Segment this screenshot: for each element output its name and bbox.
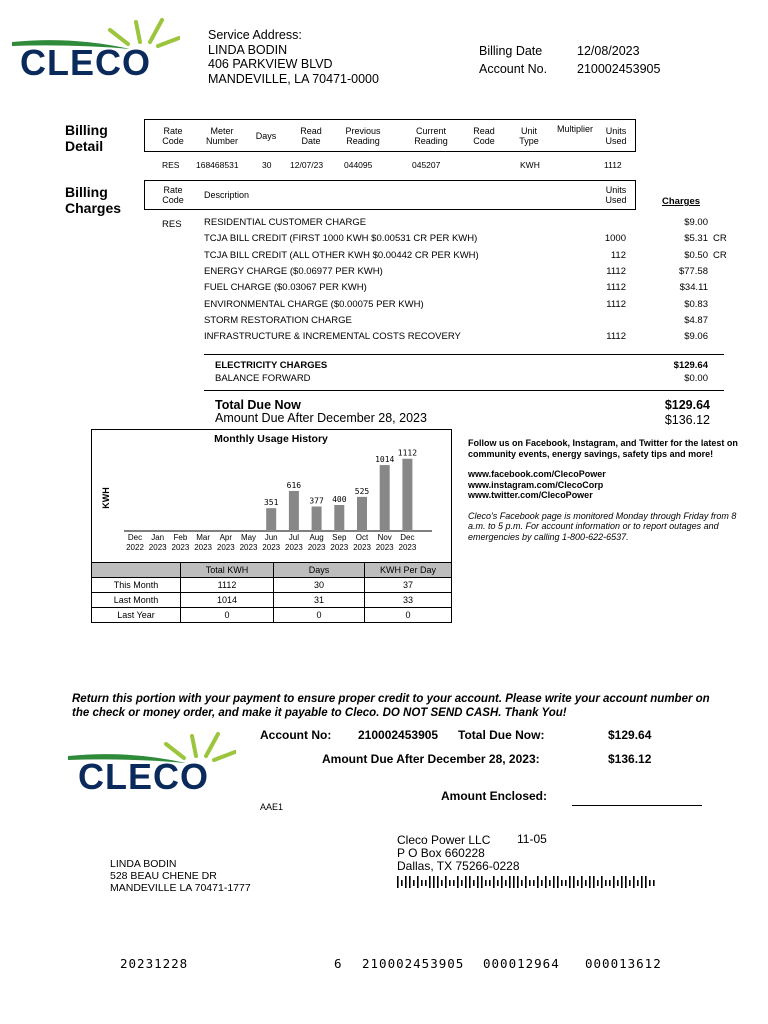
- usage-row-label: Last Month: [92, 593, 181, 608]
- after-due-label: Amount Due After December 28, 2023: [215, 411, 427, 425]
- usage-hdr-total: Total KWH: [181, 563, 274, 578]
- x-tick-month: Apr: [219, 533, 233, 542]
- usage-cell: 1014: [181, 593, 274, 608]
- billing-detail-title: [65, 122, 108, 154]
- hdr-multiplier: Multiplier: [556, 124, 593, 134]
- charge-line: [204, 233, 734, 249]
- charges-rate-code: RES: [162, 219, 182, 230]
- billing-date-label: Billing Date: [479, 44, 543, 58]
- detail-rate-code: RES: [162, 160, 180, 170]
- hdr-unit-type: Unit Type: [519, 126, 539, 146]
- stub-after-due: $136.12: [608, 752, 652, 766]
- usage-chart: [92, 430, 451, 562]
- social-note: Cleco's Facebook page is monitored Monday through Friday from 8 a.m. to 5 p.m. For account information or to report outages and emergencies by calling 1-800-622-6537.: [468, 510, 737, 542]
- hdr-previous-reading: Previous Reading: [345, 126, 381, 146]
- detail-days: 30: [262, 160, 272, 170]
- chart-title: Monthly Usage History: [214, 433, 328, 445]
- x-tick-month: Aug: [309, 533, 324, 542]
- scan-date: 20231228: [120, 956, 189, 971]
- amount-enclosed-field[interactable]: [572, 805, 702, 806]
- charge-units: 1112: [606, 331, 626, 343]
- stub-instructions: Return this portion with your payment to ensure proper credit to your account. Please write your account number on the check or money order, and make it payable to Cleco. DO NOT SEND CASH. Thank You!: [72, 693, 710, 719]
- billing-charges-title: [65, 184, 121, 216]
- account-no-label: Account No.: [479, 62, 548, 76]
- detail-read-date: 12/07/23: [290, 160, 324, 170]
- charge-units: 112: [610, 249, 626, 261]
- after-due-amount: $136.12: [664, 413, 710, 427]
- divider-top: [204, 354, 724, 355]
- usage-bar-label: 377: [309, 496, 324, 506]
- x-tick-month: Dec: [127, 533, 143, 542]
- usage-table-header: [92, 563, 452, 578]
- detail-current-reading: 045207: [412, 160, 441, 170]
- stub-total-due: $129.64: [608, 728, 652, 742]
- chg-hdr-description: Description: [204, 190, 250, 200]
- hdr-read-date: Read Date: [300, 126, 322, 146]
- charge-description: TCJA BILL CREDIT (FIRST 1000 KWH $0.00531 CR PER KWH): [204, 233, 478, 245]
- usage-bar: [357, 497, 367, 531]
- usage-bar-label: 400: [332, 495, 347, 504]
- usage-cell: 37: [365, 578, 452, 593]
- charge-amount: $0.83: [684, 298, 708, 310]
- x-tick-year: 2023: [375, 543, 394, 552]
- usage-bar: [289, 491, 299, 531]
- x-tick-month: Jul: [288, 533, 300, 542]
- social-link-instagram[interactable]: www.instagram.com/ClecoCorp: [468, 479, 604, 490]
- charge-amount: $77.58: [678, 265, 708, 277]
- service-street: 406 PARKVIEW BLVD: [208, 57, 333, 71]
- charge-description: STORM RESTORATION CHARGE: [204, 314, 352, 326]
- billing-detail-title-1: Billing: [65, 122, 108, 138]
- usage-chart-frame: [91, 429, 452, 563]
- customer-name: LINDA BODIN: [208, 42, 288, 57]
- x-tick-year: 2023: [194, 543, 212, 552]
- billing-charges-header: [144, 180, 636, 210]
- hdr-days: Days: [255, 131, 277, 141]
- electricity-charges-amount: $129.64: [673, 360, 708, 371]
- scan-digit: 6: [334, 956, 342, 971]
- scan-account: 210002453905: [362, 956, 465, 971]
- x-tick-year: 2023: [285, 543, 303, 552]
- chg-hdr-rate-code: Rate Code: [162, 185, 184, 205]
- social-link-facebook[interactable]: www.facebook.com/ClecoPower: [468, 469, 606, 479]
- total-due-amount: $129.64: [664, 398, 710, 412]
- charge-line: [204, 331, 734, 347]
- billing-detail-header: [144, 119, 636, 152]
- social-intro: Follow us on Facebook, Instagram, and Twitter for the latest on community events, energy savings, safety tips and more!: [468, 438, 738, 459]
- charge-description: INFRASTRUCTURE & INCREMENTAL COSTS RECOVERY: [204, 331, 461, 343]
- x-tick-month: Nov: [377, 533, 392, 542]
- charge-description: ENVIRONMENTAL CHARGE ($0.00075 PER KWH): [204, 298, 424, 310]
- stub-account-no: 210002453905: [358, 728, 439, 742]
- postal-barcode-icon: [397, 876, 657, 890]
- charge-line: [204, 217, 734, 233]
- chart-ylabel: KWH: [101, 487, 111, 509]
- mail-street: 528 BEAU CHENE DR: [110, 870, 217, 882]
- usage-cell: 1112: [181, 578, 274, 593]
- usage-cell: 33: [365, 593, 452, 608]
- stub-account-label: Account No:: [260, 728, 332, 742]
- remit-box: P O Box 660228: [397, 846, 485, 860]
- detail-unit-type: KWH: [520, 160, 540, 170]
- usage-cell: 0: [181, 608, 274, 623]
- x-tick-month: Dec: [400, 533, 415, 542]
- charge-line: [204, 266, 734, 282]
- charge-description: FUEL CHARGE ($0.03067 PER KWH): [204, 282, 367, 294]
- x-tick-year: 2023: [307, 543, 326, 552]
- x-tick-month: Sep: [332, 533, 347, 542]
- service-address-label: Service Address:: [208, 28, 302, 42]
- usage-cell: 0: [365, 608, 452, 623]
- service-address-block: [208, 28, 379, 86]
- chg-hdr-units-used: Units Used: [605, 185, 627, 205]
- usage-bar: [334, 505, 344, 531]
- stub-code: AAE1: [260, 802, 284, 812]
- remit-address: [397, 834, 520, 873]
- usage-cell: 30: [274, 578, 365, 593]
- usage-bar: [266, 508, 276, 531]
- charge-lines: [204, 217, 734, 349]
- usage-table: [91, 562, 452, 623]
- cleco-logo: [12, 16, 180, 84]
- x-tick-year: 2023: [262, 543, 281, 552]
- logo-wordmark: CLECO: [20, 42, 151, 83]
- charge-amount: $9.00: [684, 217, 708, 228]
- x-tick-month: Oct: [355, 533, 369, 542]
- charge-description: TCJA BILL CREDIT (ALL OTHER KWH $0.00442 CR PER KWH): [204, 249, 479, 261]
- charge-amount: $0.50: [684, 249, 708, 261]
- charge-credit-flag: CR: [713, 233, 727, 245]
- charge-amount: $9.06: [684, 331, 708, 343]
- remit-city: Dallas, TX 75266-0228: [397, 859, 520, 873]
- charge-line: [204, 315, 734, 331]
- billing-date: 12/08/2023: [577, 44, 640, 58]
- hdr-meter-number: Meter Number: [205, 126, 238, 146]
- x-tick-year: 2023: [148, 543, 167, 552]
- usage-cell: 31: [274, 593, 365, 608]
- x-tick-year: 2023: [216, 543, 235, 552]
- charge-amount: $5.31: [684, 233, 708, 245]
- remit-code: 11-05: [517, 832, 547, 846]
- stub-logo-wordmark: CLECO: [78, 756, 209, 797]
- charge-units: 1112: [606, 298, 626, 310]
- table-row: [92, 608, 452, 623]
- charge-units: 1112: [606, 265, 626, 277]
- service-city: MANDEVILLE, LA 70471-0000: [208, 71, 379, 86]
- x-tick-year: 2022: [126, 543, 144, 552]
- charge-line: [204, 250, 734, 266]
- usage-cell: 0: [274, 608, 365, 623]
- balance-forward-label: BALANCE FORWARD: [215, 373, 311, 384]
- usage-bar: [402, 459, 412, 531]
- stub-after-due-label: Amount Due After December 28, 2023:: [322, 752, 540, 766]
- usage-hdr-per-day: KWH Per Day: [365, 563, 452, 578]
- usage-bar-label: 616: [286, 480, 302, 490]
- billing-charges-title-2: Charges: [65, 200, 122, 216]
- table-row: [92, 578, 452, 593]
- charge-description: ENERGY CHARGE ($0.06977 PER KWH): [204, 265, 383, 277]
- x-tick-year: 2023: [353, 543, 371, 552]
- usage-bar-label: 1014: [375, 455, 395, 465]
- amount-enclosed-label: Amount Enclosed:: [441, 789, 548, 803]
- mail-name: LINDA BODIN: [110, 858, 177, 870]
- hdr-units-used: Units Used: [605, 126, 627, 146]
- charge-units: 1000: [604, 233, 626, 245]
- charge-credit-flag: CR: [713, 249, 727, 261]
- charge-description: RESIDENTIAL CUSTOMER CHARGE: [204, 217, 367, 228]
- usage-bar-label: 1112: [397, 448, 418, 458]
- usage-bar-label: 525: [354, 486, 370, 496]
- charge-amount: $4.87: [684, 314, 708, 326]
- hdr-current-reading: Current Reading: [414, 126, 448, 146]
- total-due-label: Total Due Now: [215, 398, 301, 412]
- x-tick-month: Jan: [151, 533, 165, 542]
- x-tick-month: Mar: [196, 533, 210, 542]
- billing-charges-title-1: Billing: [65, 184, 108, 200]
- scan-amount-1: 000012964: [483, 956, 560, 971]
- remit-name: Cleco Power LLC: [397, 833, 491, 847]
- charge-line: [204, 282, 734, 298]
- electricity-charges-label: ELECTRICITY CHARGES: [215, 360, 328, 371]
- chg-hdr-charges: Charges: [662, 196, 701, 207]
- social-block: [468, 438, 740, 542]
- usage-bar: [312, 506, 322, 531]
- mail-city: MANDEVILLE LA 70471-1777: [110, 882, 251, 894]
- x-tick-year: 2023: [398, 543, 417, 552]
- x-tick-year: 2023: [330, 543, 349, 552]
- balance-forward-amount: $0.00: [684, 373, 708, 384]
- usage-row-label: This Month: [92, 578, 181, 593]
- charge-line: [204, 299, 734, 315]
- scan-amount-2: 000013612: [585, 956, 662, 971]
- stub-total-due-label: Total Due Now:: [458, 728, 545, 742]
- x-tick-year: 2023: [239, 543, 258, 552]
- usage-bar: [380, 465, 390, 531]
- x-tick-month: May: [240, 533, 257, 542]
- social-link-twitter[interactable]: www.twitter.com/ClecoPower: [468, 490, 593, 500]
- x-tick-year: 2023: [171, 543, 190, 552]
- usage-bar-label: 351: [263, 498, 279, 508]
- table-row: [92, 593, 452, 608]
- detail-meter-number: 168468531: [196, 160, 239, 170]
- x-tick-month: Feb: [173, 533, 188, 542]
- usage-row-label: Last Year: [92, 608, 181, 623]
- divider-bottom: [204, 390, 724, 391]
- stub-logo: [68, 730, 236, 798]
- billing-detail-title-2: Detail: [65, 138, 104, 154]
- usage-hdr-blank: [92, 563, 181, 578]
- x-tick-month: Jun: [264, 533, 278, 542]
- hdr-read-code: Read Code: [473, 126, 495, 146]
- hdr-rate-code: Rate Code: [162, 126, 184, 146]
- billing-detail-row: [144, 160, 636, 172]
- charge-units: 1112: [606, 282, 626, 294]
- detail-previous-reading: 044095: [344, 160, 373, 170]
- detail-units-used: 1112: [604, 160, 622, 170]
- usage-hdr-days: Days: [274, 563, 365, 578]
- account-no: 210002453905: [577, 62, 661, 76]
- mailing-address: [110, 858, 251, 894]
- charge-amount: $34.11: [679, 282, 708, 294]
